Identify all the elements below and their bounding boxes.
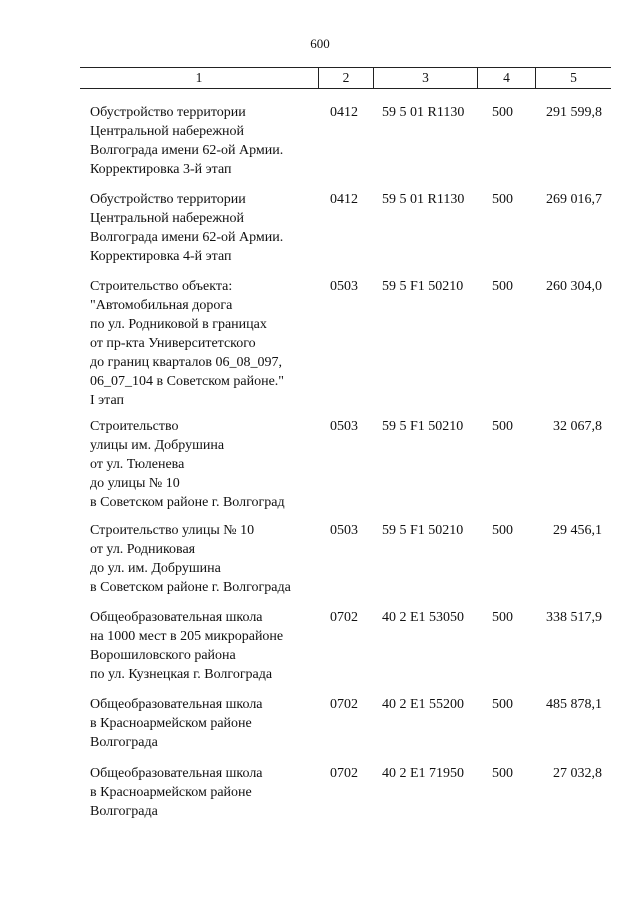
row-section-code: 0412: [330, 192, 358, 207]
row-amount: 29 456,1: [553, 523, 602, 538]
row-target-article: 59 5 01 R1130: [382, 105, 465, 120]
header-col-2: 2: [319, 68, 374, 88]
row-target-article: 59 5 F1 50210: [382, 279, 464, 294]
row-target-article: 40 2 E1 55200: [382, 697, 465, 712]
row-expense-type: 500: [492, 192, 513, 207]
row-name: Общеобразовательная школа в Красноармейском районе Волгограда: [90, 766, 263, 819]
row-target-article: 59 5 F1 50210: [382, 523, 464, 538]
row-target-article: 59 5 01 R1130: [382, 192, 465, 207]
page-number: 600: [310, 36, 330, 51]
row-section-code: 0503: [330, 419, 358, 434]
row-name: Общеобразовательная школа в Красноармейском районе Волгограда: [90, 697, 263, 750]
header-col-4: 4: [478, 68, 536, 88]
row-expense-type: 500: [492, 523, 513, 538]
row-expense-type: 500: [492, 766, 513, 781]
row-section-code: 0412: [330, 105, 358, 120]
row-expense-type: 500: [492, 610, 513, 625]
row-section-code: 0702: [330, 610, 358, 625]
row-target-article: 40 2 E1 53050: [382, 610, 465, 625]
row-name: Обустройство территории Центральной набережной Волгограда имени 62-ой Армии. Корректировка 3-й этап: [90, 105, 284, 177]
row-amount: 291 599,8: [546, 105, 602, 120]
row-amount: 32 067,8: [553, 419, 602, 434]
header-col-1: 1: [80, 68, 319, 88]
row-amount: 260 304,0: [546, 279, 602, 294]
row-target-article: 40 2 E1 71950: [382, 766, 465, 781]
row-section-code: 0702: [330, 697, 358, 712]
header-col-5: 5: [570, 70, 577, 85]
row-amount: 338 517,9: [546, 610, 602, 625]
row-name: Строительство улицы им. Добрушина от ул. Тюленева до улицы № 10 в Советском районе г. Волгоград: [90, 419, 285, 510]
row-name: Строительство улицы № 10 от ул. Родниковая до ул. им. Добрушина в Советском районе г. Волгограда: [90, 523, 291, 595]
row-name: Общеобразовательная школа на 1000 мест в 205 микрорайоне Ворошиловского района по ул. Кузнецкая г. Волгограда: [90, 610, 284, 682]
row-expense-type: 500: [492, 105, 513, 120]
table-header: [80, 67, 611, 89]
row-expense-type: 500: [492, 419, 513, 434]
row-section-code: 0503: [330, 279, 358, 294]
row-section-code: 0702: [330, 766, 358, 781]
row-amount: 27 032,8: [553, 766, 602, 781]
row-expense-type: 500: [492, 279, 513, 294]
header-col-3: 3: [374, 68, 478, 88]
row-name: Строительство объекта: "Автомобильная дорога по ул. Родниковой в границах от пр-кта Университетского до границ кварталов 06_08_097, 06_07_104 в Советском районе." I этап: [90, 279, 285, 408]
row-expense-type: 500: [492, 697, 513, 712]
row-amount: 269 016,7: [546, 192, 602, 207]
row-amount: 485 878,1: [546, 697, 602, 712]
row-section-code: 0503: [330, 523, 358, 538]
row-name: Обустройство территории Центральной набережной Волгограда имени 62-ой Армии. Корректировка 4-й этап: [90, 192, 284, 264]
row-target-article: 59 5 F1 50210: [382, 419, 464, 434]
